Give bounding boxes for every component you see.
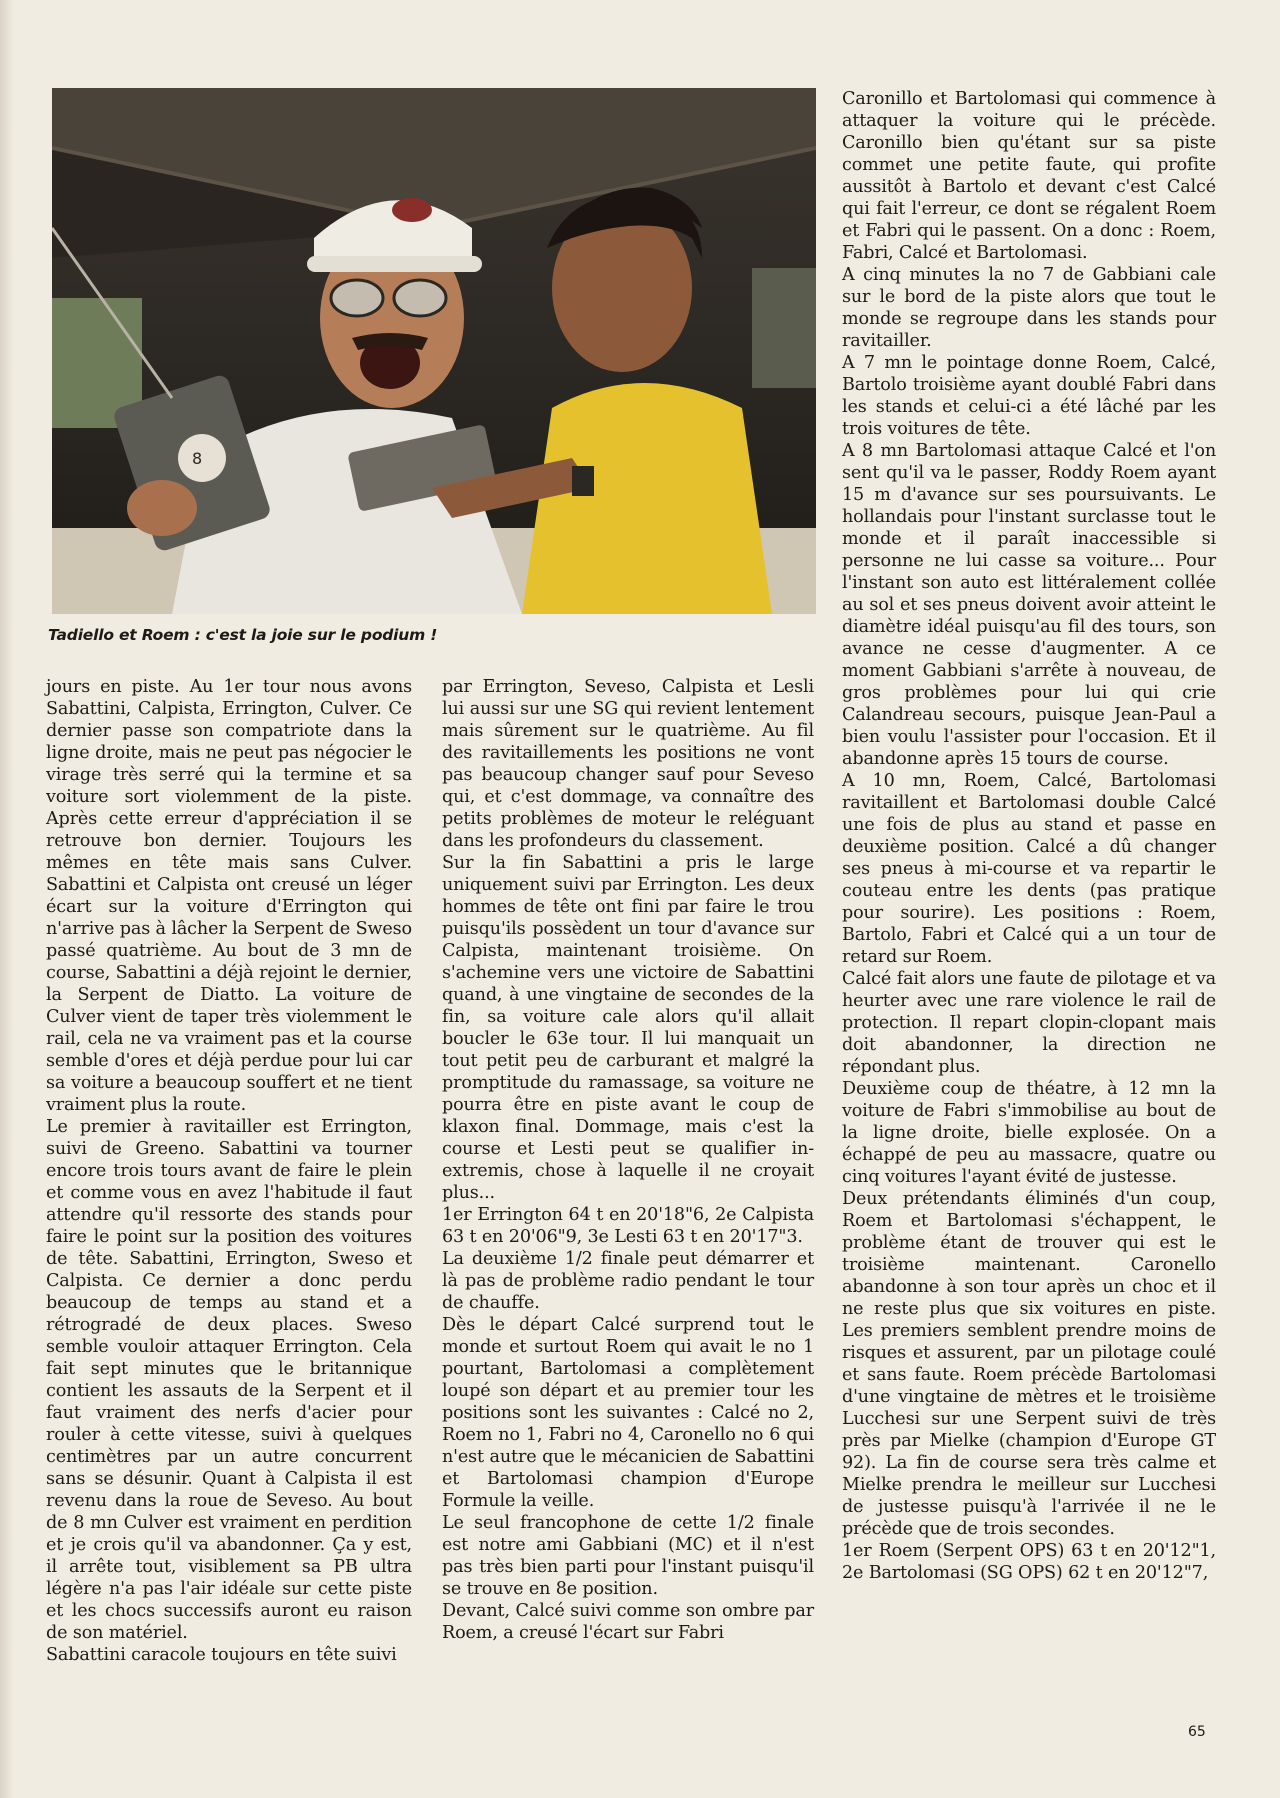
results-line: 1er Roem (Serpent OPS) 63 t en 20'12"1, 2e Bartolomasi (SG OPS) 62 t en 20'12"7,	[842, 1541, 1216, 1583]
svg-text:8: 8	[192, 449, 203, 468]
article-column-2	[442, 676, 814, 1644]
paragraph: Le premier à ravitailler est Errington, suivi de Greeno. Sabattini va tourner encore trois tours avant de faire le plein et comme vous en avez l'habitude il faut attendre qu'il ressorte des stands pour faire le point sur la position des voitures de tête. Sabattini, Errington, Sweso et Calpista. Ce dernier a donc perdu beaucoup de temps au stand et a rétrogradé de deux places. Sweso semble vouloir attaquer Errington. Cela fait sept minutes que le britannique contient les assauts de la Serpent et il faut vraiment des nerfs d'acier pour rouler à cette vitesse, suivi à quelques centimètres par un autre concurrent sans se désunir. Quant à Calpista il est revenu dans la roue de Seveso. Au bout de 8 mn Culver est vraiment en perdition et je crois qu'il va abandonner. Ça y est, il arrête tout, visiblement sa PB ultra légère n'a pas l'air idéale sur cette piste et les chocs successifs auront eu raison de son matériel.	[46, 1117, 412, 1643]
paragraph: Calcé fait alors une faute de pilotage et va heurter avec une rare violence le rail de protection. Il repart clopin-clopant mais doit abandonner, la direction ne répondant plus.	[842, 969, 1216, 1077]
paragraph: La deuxième 1/2 finale peut démarrer et là pas de problème radio pendant le tour de chauffe.	[442, 1249, 814, 1313]
page-gutter-shadow	[0, 0, 14, 1798]
page-number: 65	[1188, 1724, 1206, 1740]
paragraph: A 7 mn le pointage donne Roem, Calcé, Bartolo troisième ayant doublé Fabri dans les stands et celui-ci a été lâché par les trois voitures de tête.	[842, 353, 1216, 439]
paragraph: A cinq minutes la no 7 de Gabbiani cale sur le bord de la piste alors que tout le monde se regroupe dans les stands pour ravitailler.	[842, 265, 1216, 351]
paragraph: Dès le départ Calcé surprend tout le monde et surtout Roem qui avait le no 1 pourtant, Bartolomasi a complètement loupé son départ et au premier tour les positions sont les suivantes : Calcé no 2, Roem no 1, Fabri no 4, Caronello no 6 qui n'est autre que le mécanicien de Sabattini et Bartolomasi champion d'Europe Formule la veille.	[442, 1315, 814, 1511]
paragraph: Devant, Calcé suivi comme son ombre par Roem, a creusé l'écart sur Fabri	[442, 1601, 814, 1643]
paragraph: Deux prétendants éliminés d'un coup, Roem et Bartolomasi s'échappent, le problème étant de trouver qui est le troisième maintenant. Caronello abandonne à son tour après un choc et il ne reste plus que six voitures en piste. Les premiers semblent prendre moins de risques et assurent, par un pilotage coulé et sans faute. Roem précède Bartolomasi d'une vingtaine de mètres et le troisième Lucchesi sur une Serpent suivi de très près par Mielke (champion d'Europe GT 92). La fin de course sera très calme et Mielke prendra le meilleur sur Lucchesi de justesse puisqu'à l'arrivée il ne le précède que de trois secondes.	[842, 1189, 1216, 1539]
paragraph: Le seul francophone de cette 1/2 finale est notre ami Gabbiani (MC) et il n'est pas très bien parti pour l'instant puisqu'il se trouve en 8e position.	[442, 1513, 814, 1599]
paragraph: Sur la fin Sabattini a pris le large uniquement suivi par Errington. Les deux hommes de tête ont fini par faire le trou puisqu'ils possèdent un tour d'avance sur Calpista, maintenant troisième. On s'achemine vers une victoire de Sabattini quand, à une vingtaine de secondes de la fin, sa voiture cale alors qu'il allait boucler le 63e tour. Il lui manquait un tout petit peu de carburant et malgré la promptitude du ramassage, sa voiture ne pourra être en piste avant le coup de klaxon final. Dommage, mais c'est la course et Lesti peut se qualifier in-extremis, chose à laquelle il ne croyait plus...	[442, 853, 814, 1203]
paragraph: A 10 mn, Roem, Calcé, Bartolomasi ravitaillent et Bartolomasi double Calcé une fois de plus au stand et passe en deuxième position. Calcé a dû changer ses pneus à mi-course et va repartir le couteau entre les dents (pas pratique pour sourire). Les positions : Roem, Bartolo, Fabri et Calcé qui a un tour de retard sur Roem.	[842, 771, 1216, 967]
podium-photo-illustration	[52, 88, 816, 614]
results-line: 1er Errington 64 t en 20'18"6, 2e Calpista 63 t en 20'06"9, 3e Lesti 63 t en 20'17"3.	[442, 1205, 814, 1247]
paragraph: A 8 mn Bartolomasi attaque Calcé et l'on sent qu'il va le passer, Roddy Roem ayant 15 m d'avance sur ses poursuivants. Le hollandais pour l'instant surclasse tout le monde et il paraît inaccessible si personne ne lui casse sa voiture... Pour l'instant son auto est littéralement collée au sol et ses pneus doivent avoir atteint le diamètre idéal puisqu'au fil des tours, son avance ne cesse d'augmenter. A ce moment Gabbiani s'arrête à nouveau, de gros problèmes pour lui qui crie Calandreau secours, puisque Jean-Paul a bien voulu l'assister pour l'occasion. Et il abandonne après 15 tours de course.	[842, 441, 1216, 769]
podium-photo	[52, 88, 816, 614]
paragraph: Caronillo et Bartolomasi qui commence à attaquer la voiture qui le précède. Caronillo bien qu'étant sur sa piste commet une petite faute, qui profite aussitôt à Bartolo et devant c'est Calcé qui fait l'erreur, ce dont se régalent Roem et Fabri qui le passent. On a donc : Roem, Fabri, Calcé et Bartolomasi.	[842, 89, 1216, 263]
paragraph: Sabattini caracole toujours en tête suivi	[46, 1645, 397, 1665]
photo-caption: Tadiello et Roem : c'est la joie sur le podium !	[48, 626, 438, 644]
article-column-1	[46, 676, 412, 1666]
article-column-3	[842, 88, 1216, 1584]
paragraph: par Errington, Seveso, Calpista et Lesli lui aussi sur une SG qui revient lentement mais sûrement sur le quatrième. Au fil des ravitaillements les positions ne vont pas beaucoup changer sauf pour Seveso qui, et c'est dommage, va connaître des petits problèmes de moteur le reléguant dans les profondeurs du classement.	[442, 677, 814, 851]
paragraph: Deuxième coup de théatre, à 12 mn la voiture de Fabri s'immobilise au bout de la ligne droite, bielle explosée. On a échappé de peu au massacre, quatre ou cinq voitures l'ayant évité de justesse.	[842, 1079, 1216, 1187]
paragraph: jours en piste. Au 1er tour nous avons Sabattini, Calpista, Errington, Culver. Ce dernier passe son compatriote dans la ligne droite, mais ne peut pas négocier le virage très serré qui la termine et sa voiture sort violemment de la piste. Après cette erreur d'appréciation il se retrouve bon dernier. Toujours les mêmes en tête mais sans Culver. Sabattini et Calpista ont creusé un léger écart sur la voiture d'Errington qui n'arrive pas à lâcher la Serpent de Sweso passé quatrième. Au bout de 3 mn de course, Sabattini a déjà rejoint le dernier, la Serpent de Diatto. La voiture de Culver vient de taper très violemment le rail, cela ne va vraiment pas et la course semble d'ores et déjà perdue pour lui car sa voiture a beaucoup souffert et ne tient vraiment plus la route.	[46, 677, 412, 1115]
